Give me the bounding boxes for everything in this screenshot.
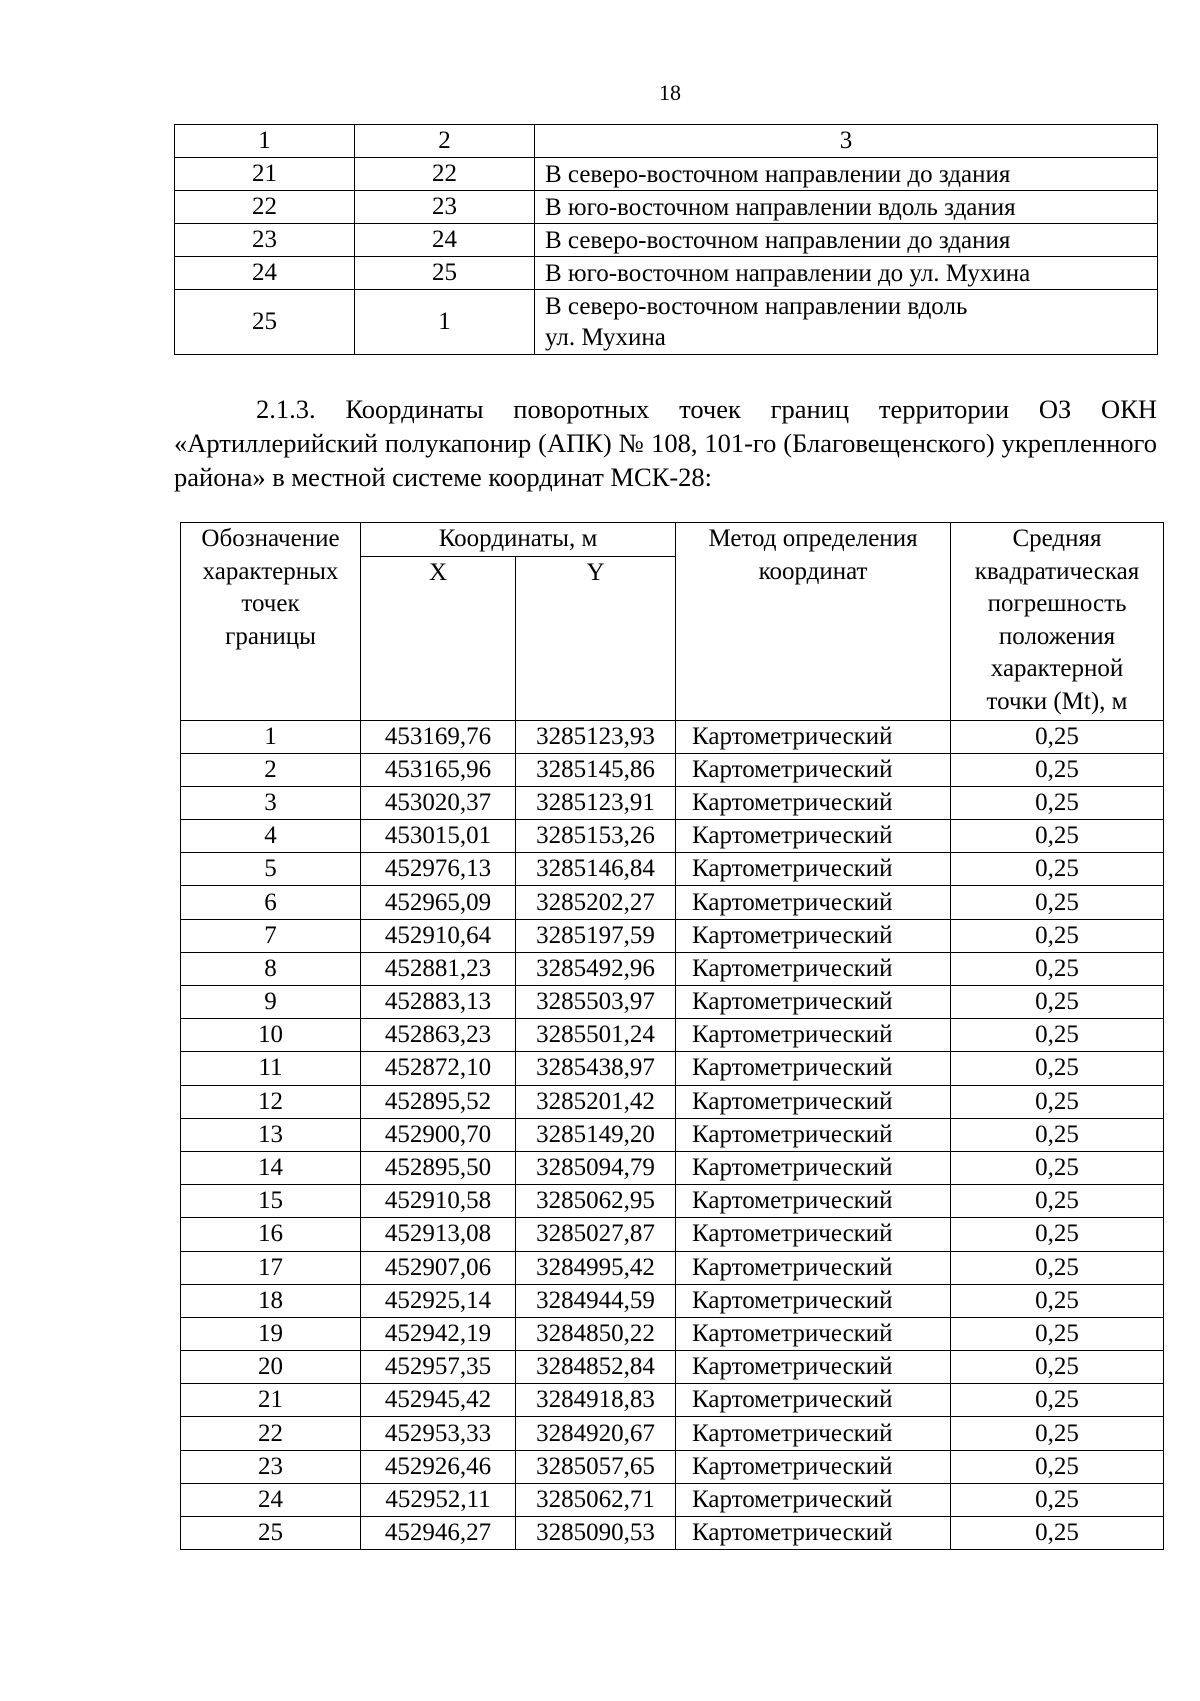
coordinate-row (181, 919, 1164, 952)
header-error-line: положения (998, 622, 1116, 650)
point-number-cell: 6 (181, 886, 361, 919)
x-coordinate-cell: 452910,64 (361, 919, 516, 952)
y-coordinate-cell: 3285153,26 (516, 820, 676, 853)
error-cell: 0,25 (951, 1417, 1164, 1450)
x-coordinate-cell: 452881,23 (361, 952, 516, 985)
coordinate-row (181, 1384, 1164, 1417)
x-coordinate-cell: 452883,13 (361, 986, 516, 1019)
coordinate-row (181, 1118, 1164, 1151)
y-coordinate-cell: 3285492,96 (516, 952, 676, 985)
header-designation-line: Обозначение (201, 525, 340, 552)
route-header-description: 3 (535, 125, 1158, 158)
y-coordinate-cell: 3285438,97 (516, 1052, 676, 1085)
route-to-cell: 24 (355, 224, 535, 257)
method-cell: Картометрический (676, 919, 951, 952)
method-cell: Картометрический (676, 1284, 951, 1317)
route-table-body (175, 125, 1158, 355)
y-coordinate-cell: 3284920,67 (516, 1417, 676, 1450)
y-coordinate-cell: 3285201,42 (516, 1085, 676, 1118)
error-cell: 0,25 (951, 986, 1164, 1019)
route-row (175, 158, 1158, 191)
method-cell: Картометрический (676, 1351, 951, 1384)
route-to-cell: 1 (355, 290, 535, 355)
route-description-cell: В северо-восточном направлении до здания (535, 224, 1158, 257)
error-cell: 0,25 (951, 1517, 1164, 1550)
header-error-line: Средняя (1012, 525, 1102, 552)
route-from-cell: 25 (175, 290, 355, 355)
x-coordinate-cell: 452913,08 (361, 1218, 516, 1251)
point-number-cell: 8 (181, 952, 361, 985)
y-coordinate-cell: 3285202,27 (516, 886, 676, 919)
x-coordinate-cell: 452895,50 (361, 1151, 516, 1184)
x-coordinate-cell: 453020,37 (361, 786, 516, 819)
x-coordinate-cell: 452945,42 (361, 1384, 516, 1417)
coordinate-row (181, 1450, 1164, 1483)
section-text: Координаты поворотных точек границ территории ОЗ ОКН «Артиллерийский полукапонир (АПК) № 108, 101-го (Благовещенского) укрепленного района» в местной системе координат МСК-28: (174, 394, 1157, 492)
error-cell: 0,25 (951, 786, 1164, 819)
error-cell: 0,25 (951, 1151, 1164, 1184)
point-number-cell: 13 (181, 1118, 361, 1151)
y-coordinate-cell: 3284850,22 (516, 1317, 676, 1350)
point-number-cell: 20 (181, 1351, 361, 1384)
point-number-cell: 3 (181, 786, 361, 819)
point-number-cell: 17 (181, 1251, 361, 1284)
coordinates-table-body (181, 720, 1164, 1550)
method-cell: Картометрический (676, 986, 951, 1019)
error-cell: 0,25 (951, 853, 1164, 886)
header-y: Y (516, 556, 676, 720)
header-designation (181, 523, 361, 721)
y-coordinate-cell: 3285197,59 (516, 919, 676, 952)
route-row (175, 257, 1158, 290)
method-cell: Картометрический (676, 1118, 951, 1151)
method-cell: Картометрический (676, 1218, 951, 1251)
point-number-cell: 21 (181, 1384, 361, 1417)
route-row (175, 224, 1158, 257)
error-cell: 0,25 (951, 1019, 1164, 1052)
route-to-cell: 25 (355, 257, 535, 290)
x-coordinate-cell: 453169,76 (361, 720, 516, 753)
header-x: X (361, 556, 516, 720)
method-cell: Картометрический (676, 1052, 951, 1085)
coordinate-row (181, 1517, 1164, 1550)
coordinate-row (181, 1351, 1164, 1384)
method-cell: Картометрический (676, 853, 951, 886)
coordinate-row (181, 1417, 1164, 1450)
error-cell: 0,25 (951, 1284, 1164, 1317)
coordinate-row (181, 886, 1164, 919)
point-number-cell: 1 (181, 720, 361, 753)
point-number-cell: 11 (181, 1052, 361, 1085)
header-coordinates: Координаты, м (361, 523, 676, 557)
y-coordinate-cell: 3284995,42 (516, 1251, 676, 1284)
error-cell: 0,25 (951, 1251, 1164, 1284)
point-number-cell: 7 (181, 919, 361, 952)
y-coordinate-cell: 3285062,95 (516, 1185, 676, 1218)
point-number-cell: 18 (181, 1284, 361, 1317)
method-cell: Картометрический (676, 886, 951, 919)
route-from-cell: 21 (175, 158, 355, 191)
method-cell: Картометрический (676, 1251, 951, 1284)
header-method-line: координат (758, 557, 868, 585)
coordinate-row (181, 1317, 1164, 1350)
coordinate-row (181, 952, 1164, 985)
route-description-line: В северо-восточном направлении вдоль (545, 293, 968, 320)
header-designation-line: границы (225, 622, 316, 650)
coordinate-row (181, 986, 1164, 1019)
y-coordinate-cell: 3285057,65 (516, 1450, 676, 1483)
y-coordinate-cell: 3285062,71 (516, 1483, 676, 1516)
y-coordinate-cell: 3285090,53 (516, 1517, 676, 1550)
error-cell: 0,25 (951, 820, 1164, 853)
error-cell: 0,25 (951, 1317, 1164, 1350)
header-method (676, 523, 951, 721)
coordinate-row (181, 1019, 1164, 1052)
point-number-cell: 24 (181, 1483, 361, 1516)
y-coordinate-cell: 3285149,20 (516, 1118, 676, 1151)
x-coordinate-cell: 452976,13 (361, 853, 516, 886)
y-coordinate-cell: 3285503,97 (516, 986, 676, 1019)
error-cell: 0,25 (951, 1483, 1164, 1516)
section-heading (174, 392, 1157, 494)
method-cell: Картометрический (676, 1151, 951, 1184)
y-coordinate-cell: 3285027,87 (516, 1218, 676, 1251)
header-error-line: точки (Mt), м (986, 687, 1128, 715)
coord-header-row-1 (181, 523, 1164, 557)
route-from-cell: 22 (175, 191, 355, 224)
x-coordinate-cell: 452946,27 (361, 1517, 516, 1550)
y-coordinate-cell: 3285123,91 (516, 786, 676, 819)
x-coordinate-cell: 452957,35 (361, 1351, 516, 1384)
x-coordinate-cell: 452926,46 (361, 1450, 516, 1483)
x-coordinate-cell: 452900,70 (361, 1118, 516, 1151)
coordinate-row (181, 1185, 1164, 1218)
point-number-cell: 4 (181, 820, 361, 853)
y-coordinate-cell: 3285123,93 (516, 720, 676, 753)
header-error (951, 523, 1164, 721)
point-number-cell: 10 (181, 1019, 361, 1052)
point-number-cell: 12 (181, 1085, 361, 1118)
method-cell: Картометрический (676, 720, 951, 753)
route-to-cell: 22 (355, 158, 535, 191)
y-coordinate-cell: 3284918,83 (516, 1384, 676, 1417)
error-cell: 0,25 (951, 919, 1164, 952)
route-header-to: 2 (355, 125, 535, 158)
error-cell: 0,25 (951, 753, 1164, 786)
route-description-cell (535, 290, 1158, 355)
x-coordinate-cell: 453165,96 (361, 753, 516, 786)
coordinates-table-head (181, 523, 1164, 721)
route-description-cell: В северо-восточном направлении до здания (535, 158, 1158, 191)
header-designation-line: точек (241, 590, 300, 617)
header-error-line: квадратическая (974, 557, 1140, 585)
error-cell: 0,25 (951, 1052, 1164, 1085)
method-cell: Картометрический (676, 753, 951, 786)
route-description-cell: В юго-восточном направлении до ул. Мухина (535, 257, 1158, 290)
x-coordinate-cell: 452952,11 (361, 1483, 516, 1516)
point-number-cell: 14 (181, 1151, 361, 1184)
coordinates-table (180, 522, 1164, 1550)
error-cell: 0,25 (951, 1384, 1164, 1417)
method-cell: Картометрический (676, 1019, 951, 1052)
coordinate-row (181, 1085, 1164, 1118)
point-number-cell: 23 (181, 1450, 361, 1483)
error-cell: 0,25 (951, 952, 1164, 985)
error-cell: 0,25 (951, 1450, 1164, 1483)
route-header-from: 1 (175, 125, 355, 158)
x-coordinate-cell: 453015,01 (361, 820, 516, 853)
x-coordinate-cell: 452907,06 (361, 1251, 516, 1284)
header-error-line: погрешность (987, 590, 1127, 617)
y-coordinate-cell: 3285145,86 (516, 753, 676, 786)
method-cell: Картометрический (676, 1384, 951, 1417)
route-description-cell: В юго-восточном направлении вдоль здания (535, 191, 1158, 224)
coordinate-row (181, 1284, 1164, 1317)
error-cell: 0,25 (951, 1218, 1164, 1251)
y-coordinate-cell: 3285094,79 (516, 1151, 676, 1184)
method-cell: Картометрический (676, 952, 951, 985)
route-description-line: ул. Мухина (545, 324, 666, 351)
x-coordinate-cell: 452953,33 (361, 1417, 516, 1450)
x-coordinate-cell: 452910,58 (361, 1185, 516, 1218)
route-row (175, 290, 1158, 355)
header-error-line: характерной (990, 655, 1124, 682)
y-coordinate-cell: 3285146,84 (516, 853, 676, 886)
coordinate-row (181, 1483, 1164, 1516)
point-number-cell: 16 (181, 1218, 361, 1251)
x-coordinate-cell: 452895,52 (361, 1085, 516, 1118)
x-coordinate-cell: 452872,10 (361, 1052, 516, 1085)
coordinate-row (181, 753, 1164, 786)
x-coordinate-cell: 452863,23 (361, 1019, 516, 1052)
header-designation-line: характерных (202, 557, 339, 585)
point-number-cell: 15 (181, 1185, 361, 1218)
coordinate-row (181, 1151, 1164, 1184)
point-number-cell: 19 (181, 1317, 361, 1350)
header-method-line: Метод определения (708, 525, 918, 552)
y-coordinate-cell: 3285501,24 (516, 1019, 676, 1052)
coordinate-row (181, 1251, 1164, 1284)
route-row (175, 191, 1158, 224)
x-coordinate-cell: 452942,19 (361, 1317, 516, 1350)
coordinate-row (181, 786, 1164, 819)
section-number: 2.1.3. (256, 394, 316, 424)
y-coordinate-cell: 3284944,59 (516, 1284, 676, 1317)
method-cell: Картометрический (676, 1483, 951, 1516)
coordinate-row (181, 1218, 1164, 1251)
method-cell: Картометрический (676, 820, 951, 853)
error-cell: 0,25 (951, 1085, 1164, 1118)
error-cell: 0,25 (951, 1118, 1164, 1151)
coordinate-row (181, 853, 1164, 886)
y-coordinate-cell: 3284852,84 (516, 1351, 676, 1384)
coordinate-row (181, 720, 1164, 753)
x-coordinate-cell: 452965,09 (361, 886, 516, 919)
page-number: 18 (659, 80, 681, 105)
point-number-cell: 9 (181, 986, 361, 1019)
x-coordinate-cell: 452925,14 (361, 1284, 516, 1317)
method-cell: Картометрический (676, 1450, 951, 1483)
error-cell: 0,25 (951, 720, 1164, 753)
error-cell: 0,25 (951, 886, 1164, 919)
coordinate-row (181, 1052, 1164, 1085)
method-cell: Картометрический (676, 786, 951, 819)
point-number-cell: 5 (181, 853, 361, 886)
method-cell: Картометрический (676, 1185, 951, 1218)
error-cell: 0,25 (951, 1185, 1164, 1218)
coordinate-row (181, 820, 1164, 853)
method-cell: Картометрический (676, 1417, 951, 1450)
method-cell: Картометрический (676, 1317, 951, 1350)
method-cell: Картометрический (676, 1517, 951, 1550)
route-from-cell: 24 (175, 257, 355, 290)
method-cell: Картометрический (676, 1085, 951, 1118)
route-header-row (175, 125, 1158, 158)
route-from-cell: 23 (175, 224, 355, 257)
point-number-cell: 2 (181, 753, 361, 786)
point-number-cell: 25 (181, 1517, 361, 1550)
error-cell: 0,25 (951, 1351, 1164, 1384)
point-number-cell: 22 (181, 1417, 361, 1450)
route-table (174, 124, 1158, 355)
route-to-cell: 23 (355, 191, 535, 224)
